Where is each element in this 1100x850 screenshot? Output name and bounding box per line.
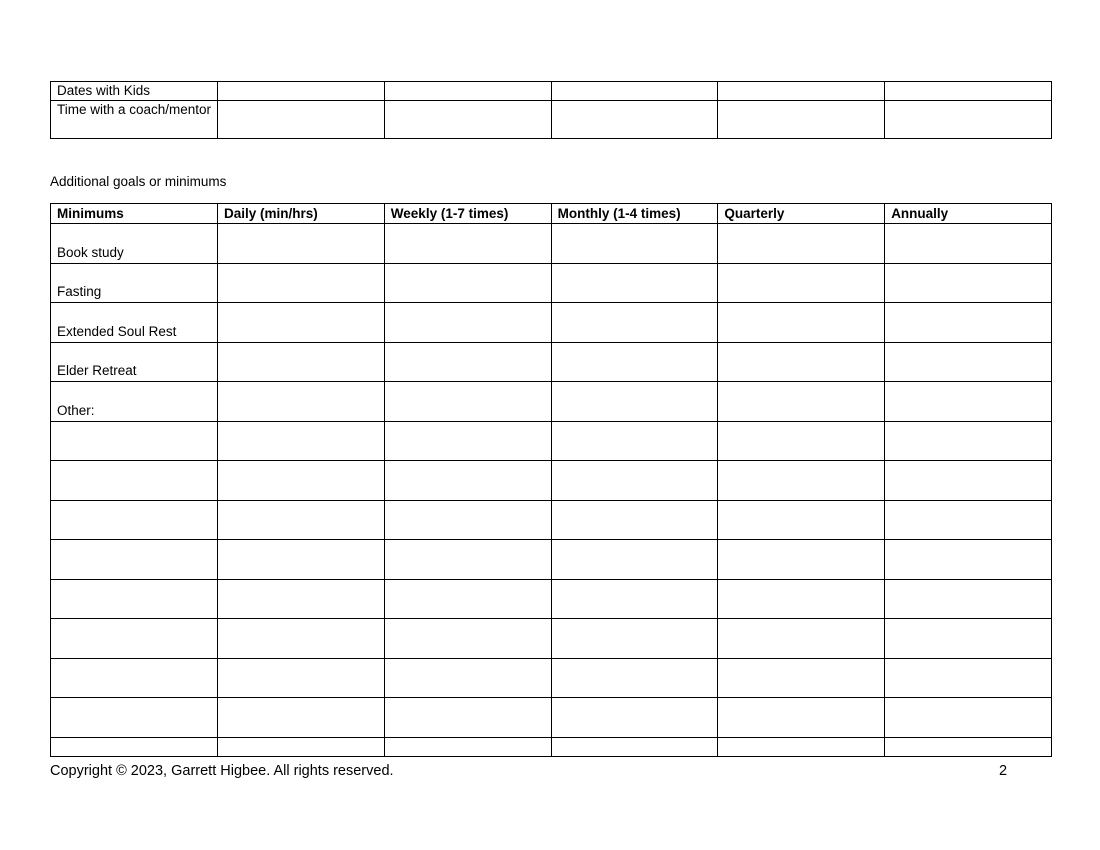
empty-cell[interactable] [384,698,551,738]
top-goals-table [50,81,1052,139]
empty-cell[interactable] [551,382,718,422]
empty-cell[interactable] [218,421,385,461]
empty-cell[interactable] [885,500,1052,540]
empty-cell[interactable] [51,698,218,738]
table-row [51,224,1052,264]
empty-cell[interactable] [384,263,551,303]
empty-cell[interactable] [51,461,218,501]
table-row [51,263,1052,303]
empty-cell[interactable] [718,342,885,382]
empty-cell[interactable] [218,82,385,101]
table-row [51,82,1052,101]
empty-cell[interactable] [384,658,551,698]
table-row [51,382,1052,422]
row-label: Time with a coach/mentor [51,101,218,139]
empty-cell[interactable] [384,540,551,580]
table-row [51,579,1052,619]
empty-cell[interactable] [885,342,1052,382]
row-label: Book study [51,224,218,264]
empty-cell[interactable] [551,224,718,264]
empty-cell[interactable] [718,619,885,659]
empty-cell[interactable] [885,101,1052,139]
empty-cell[interactable] [551,303,718,343]
empty-cell[interactable] [885,382,1052,422]
empty-cell[interactable] [218,101,385,139]
table-row [51,737,1052,756]
empty-cell[interactable] [551,579,718,619]
empty-cell[interactable] [218,658,385,698]
empty-cell[interactable] [218,461,385,501]
empty-cell[interactable] [718,303,885,343]
table-row [51,421,1052,461]
empty-cell[interactable] [218,540,385,580]
header-daily: Daily (min/hrs) [218,204,385,224]
empty-cell[interactable] [885,224,1052,264]
empty-cell[interactable] [551,500,718,540]
table-row [51,101,1052,139]
empty-cell[interactable] [718,224,885,264]
empty-cell[interactable] [384,619,551,659]
empty-cell[interactable] [218,737,385,756]
empty-cell[interactable] [384,342,551,382]
empty-cell[interactable] [218,224,385,264]
empty-cell[interactable] [218,619,385,659]
table-row [51,658,1052,698]
empty-cell[interactable] [551,461,718,501]
empty-cell[interactable] [51,619,218,659]
empty-cell[interactable] [551,342,718,382]
table-row [51,342,1052,382]
empty-cell[interactable] [718,698,885,738]
empty-cell[interactable] [885,698,1052,738]
empty-cell[interactable] [551,421,718,461]
empty-cell[interactable] [718,82,885,101]
empty-cell[interactable] [384,500,551,540]
row-label: Fasting [51,263,218,303]
empty-cell[interactable] [885,421,1052,461]
header-weekly: Weekly (1-7 times) [384,204,551,224]
empty-cell[interactable] [384,421,551,461]
table-row [51,500,1052,540]
empty-cell[interactable] [551,619,718,659]
empty-cell[interactable] [718,500,885,540]
empty-cell[interactable] [551,101,718,139]
empty-cell[interactable] [218,303,385,343]
empty-cell[interactable] [718,421,885,461]
table-row [51,698,1052,738]
empty-cell[interactable] [51,540,218,580]
empty-cell[interactable] [51,737,218,756]
empty-cell[interactable] [718,263,885,303]
empty-cell[interactable] [51,421,218,461]
empty-cell[interactable] [551,263,718,303]
header-minimums: Minimums [51,204,218,224]
empty-cell[interactable] [218,698,385,738]
row-label: Elder Retreat [51,342,218,382]
empty-cell[interactable] [885,658,1052,698]
empty-cell[interactable] [551,658,718,698]
empty-cell[interactable] [218,382,385,422]
empty-cell[interactable] [384,737,551,756]
table-row [51,540,1052,580]
empty-cell[interactable] [718,579,885,619]
empty-cell[interactable] [885,540,1052,580]
empty-cell[interactable] [384,382,551,422]
empty-cell[interactable] [885,579,1052,619]
empty-cell[interactable] [718,737,885,756]
header-quarterly: Quarterly [718,204,885,224]
empty-cell[interactable] [384,303,551,343]
additional-goals-table [50,203,1052,757]
row-label: Other: [51,382,218,422]
empty-cell[interactable] [885,461,1052,501]
empty-cell[interactable] [51,500,218,540]
empty-cell[interactable] [885,737,1052,756]
empty-cell[interactable] [218,263,385,303]
empty-cell[interactable] [384,224,551,264]
empty-cell[interactable] [885,263,1052,303]
empty-cell[interactable] [885,303,1052,343]
empty-cell[interactable] [718,101,885,139]
page-number: 2 [999,763,1008,779]
table-header-row [51,204,1052,224]
empty-cell[interactable] [551,698,718,738]
table-row [51,303,1052,343]
empty-cell[interactable] [718,461,885,501]
empty-cell[interactable] [551,737,718,756]
empty-cell[interactable] [885,82,1052,101]
empty-cell[interactable] [51,658,218,698]
empty-cell[interactable] [384,461,551,501]
empty-cell[interactable] [718,382,885,422]
row-label: Dates with Kids [51,82,218,101]
empty-cell[interactable] [718,658,885,698]
empty-cell[interactable] [551,82,718,101]
section-label: Additional goals or minimums [50,174,227,189]
row-label: Extended Soul Rest [51,303,218,343]
empty-cell[interactable] [218,500,385,540]
empty-cell[interactable] [218,579,385,619]
empty-cell[interactable] [51,579,218,619]
empty-cell[interactable] [885,619,1052,659]
empty-cell[interactable] [718,540,885,580]
header-annually: Annually [885,204,1052,224]
empty-cell[interactable] [384,82,551,101]
empty-cell[interactable] [551,540,718,580]
empty-cell[interactable] [384,579,551,619]
empty-cell[interactable] [384,101,551,139]
empty-cell[interactable] [218,342,385,382]
copyright-notice: Copyright © 2023, Garrett Higbee. All rights reserved. [50,763,394,779]
table-row [51,619,1052,659]
table-row [51,461,1052,501]
header-monthly: Monthly (1-4 times) [551,204,718,224]
